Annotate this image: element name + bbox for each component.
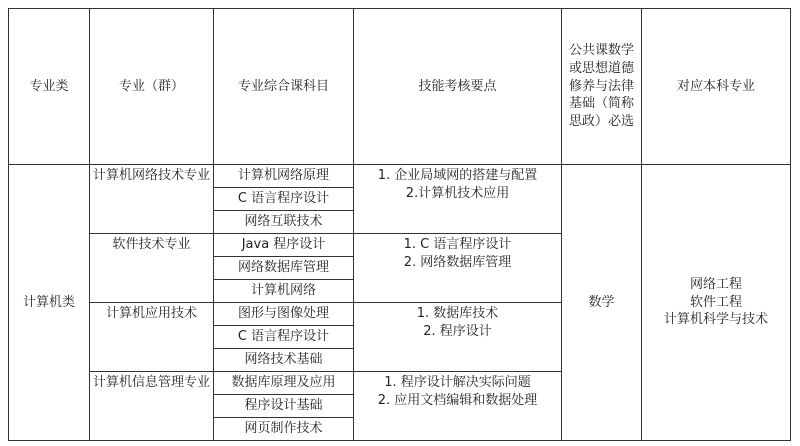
- skill-item: 1. 程序设计解决实际问题: [384, 375, 531, 390]
- subject-cell: 网络数据库管理: [214, 257, 354, 280]
- subject-cell: 图形与图像处理: [214, 303, 354, 326]
- subject-cell: 网络互联技术: [214, 211, 354, 234]
- curriculum-table: [8, 8, 791, 441]
- bachelor-major-item: 软件工程: [689, 294, 742, 310]
- subject-cell: C 语言程序设计: [214, 326, 354, 349]
- major-cell: [90, 372, 214, 441]
- subject-cell: 网页制作技术: [214, 418, 354, 441]
- major-name: 软件技术专业: [112, 237, 191, 252]
- skill-item: 2. 程序设计: [423, 323, 492, 339]
- header-major-group: 专业（群）: [90, 9, 214, 165]
- major-cell: [90, 234, 214, 303]
- skill-item: 2.计算机技术应用: [405, 185, 510, 201]
- skills-cell: [354, 372, 562, 441]
- skills-cell: [354, 234, 562, 303]
- header-common-course: 公共课数学或思想道德修养与法律基础（简称思政）必选: [562, 9, 642, 165]
- category-cell: 计算机类: [9, 165, 90, 441]
- skills-cell: [354, 303, 562, 372]
- subject-cell: 网络技术基础: [214, 349, 354, 372]
- bachelor-major-item: 计算机科学与技术: [663, 312, 768, 328]
- table-row: [9, 165, 791, 188]
- skill-item: 1. 数据库技术: [416, 306, 499, 321]
- major-name: 计算机信息管理专业: [93, 375, 211, 390]
- header-row: [9, 9, 791, 165]
- subject-cell: 计算机网络: [214, 280, 354, 303]
- bachelor-major-item: 网络工程: [689, 277, 742, 293]
- header-subjects: 专业综合课科目: [214, 9, 354, 165]
- major-name: 计算机网络技术专业: [93, 168, 211, 183]
- common-course-cell: 数学: [562, 165, 642, 441]
- header-bachelor-major: 对应本科专业: [642, 9, 791, 165]
- subject-cell: Java 程序设计: [214, 234, 354, 257]
- header-skills: 技能考核要点: [354, 9, 562, 165]
- subject-cell: 数据库原理及应用: [214, 372, 354, 395]
- header-category: 专业类: [9, 9, 90, 165]
- subject-cell: 计算机网络原理: [214, 165, 354, 188]
- subject-cell: 程序设计基础: [214, 395, 354, 418]
- major-name: 计算机应用技术: [105, 306, 197, 321]
- bachelor-majors-cell: [642, 165, 791, 441]
- major-cell: [90, 303, 214, 372]
- skill-item: 1. 企业局域网的搭建与配置: [377, 168, 538, 183]
- major-cell: [90, 165, 214, 234]
- subject-cell: C 语言程序设计: [214, 188, 354, 211]
- skill-item: 1. C 语言程序设计: [403, 237, 512, 252]
- skill-item: 2. 网络数据库管理: [403, 254, 512, 270]
- skills-cell: [354, 165, 562, 234]
- skill-item: 2. 应用文档编辑和数据处理: [377, 392, 538, 408]
